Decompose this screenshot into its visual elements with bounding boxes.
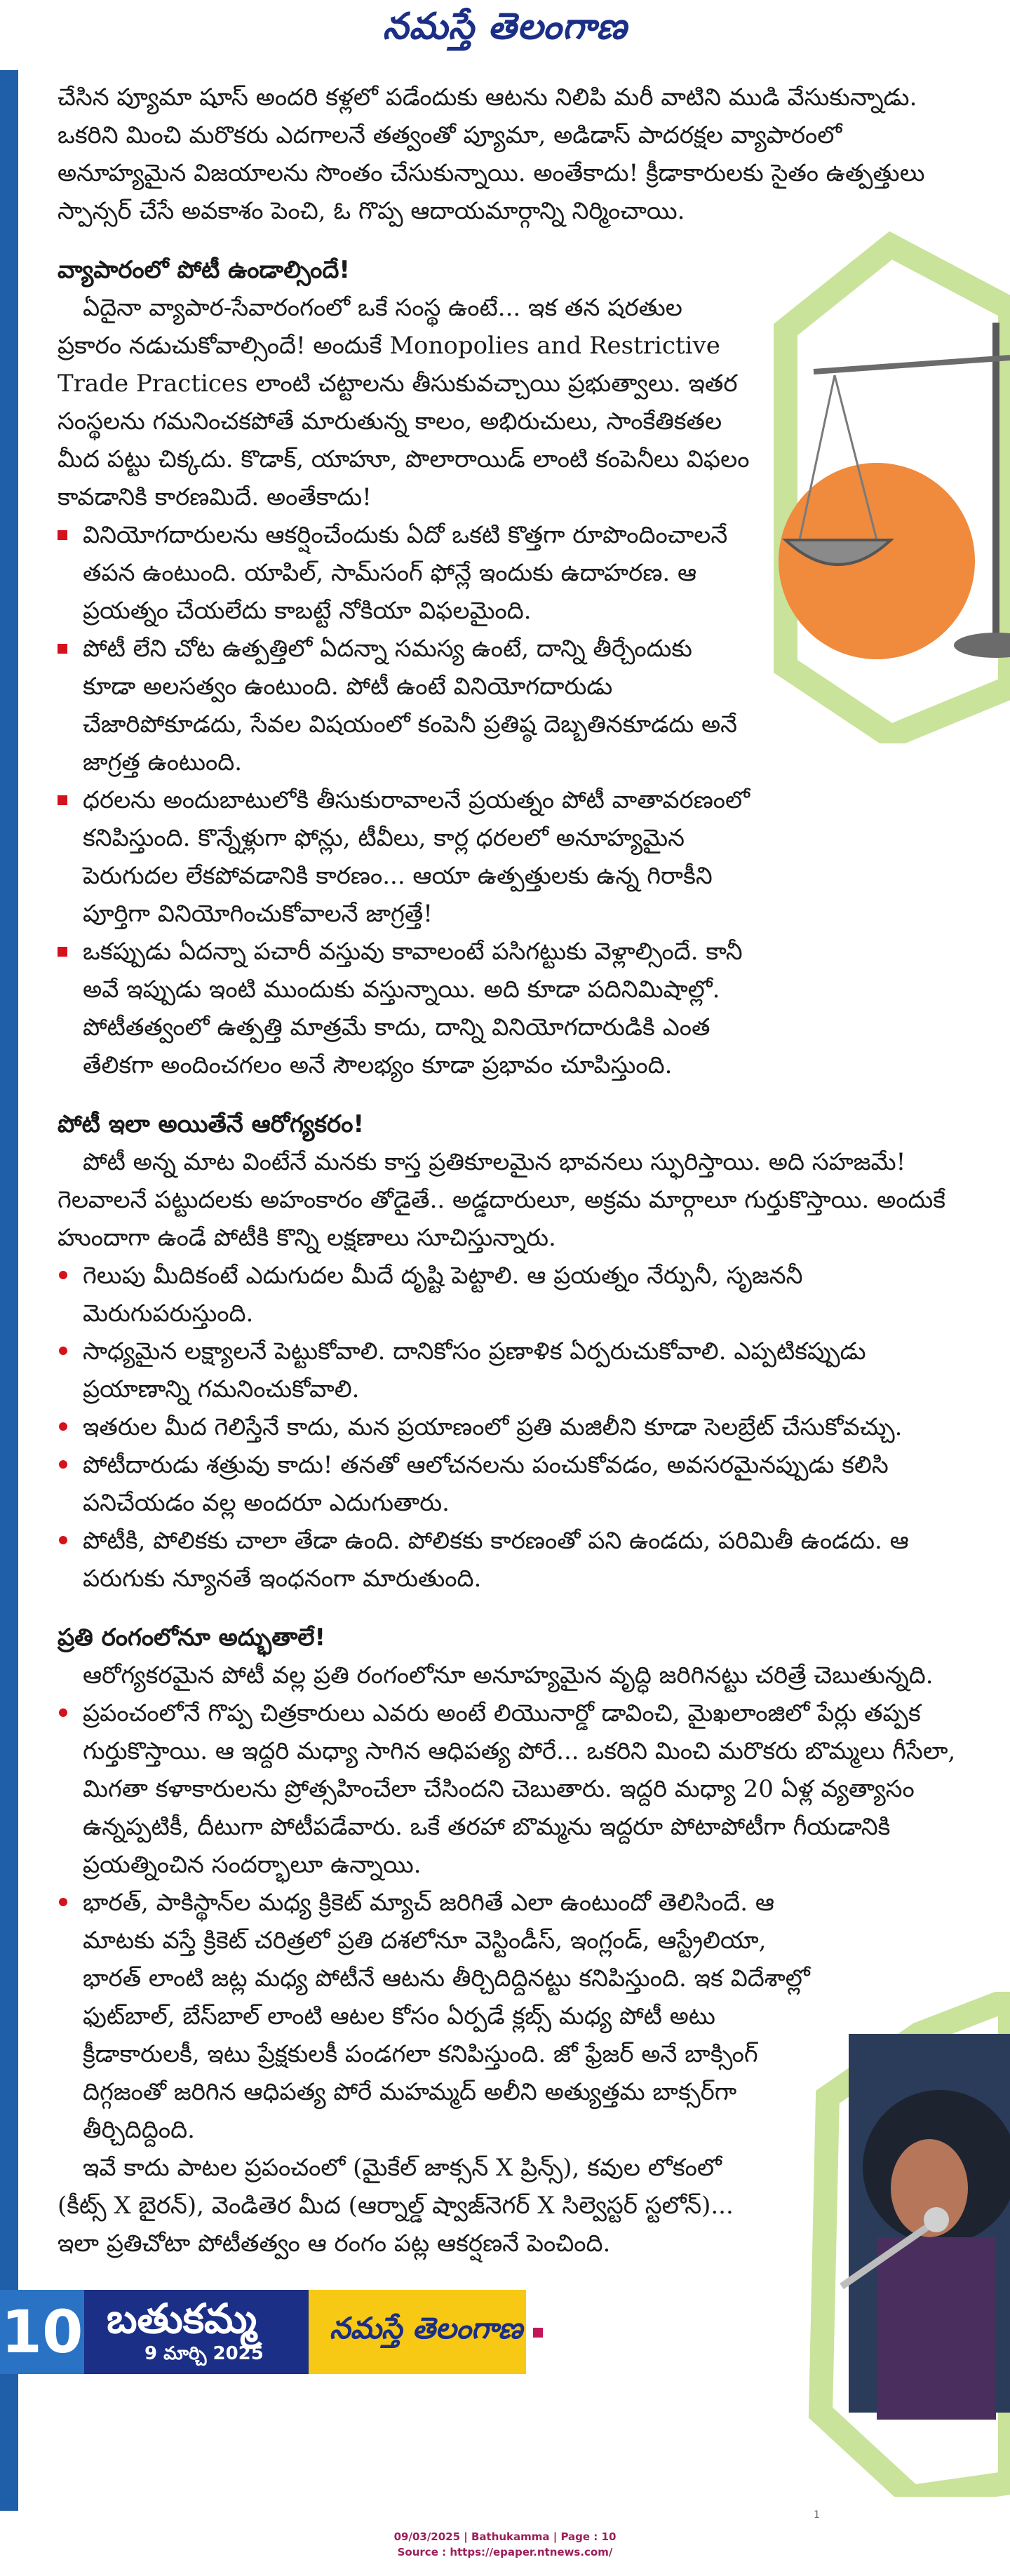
list-item: వినియోగదారులను ఆకర్షించేందుకు ఏదో ఒకటి కొత్తగా రూపొందించాలనే తపన ఉంటుంది. యాపిల్, సామ్‌సంగ్ ఫోన్లే ఇందుకు ఉదాహరణ. ఆ ప్రయత్నం చేయలేదు కాబట్టే నోకియా విఫలమైంది. — [58, 516, 752, 630]
section-paragraph: ఆరోగ్యకరమైన పోటీ వల్ల ప్రతి రంగంలోనూ అనూహ్యమైన వృద్ధి జరిగినట్టు చరిత్రే చెబుతున్నది. — [83, 1661, 934, 1690]
list-item: పోటీ లేని చోట ఉత్పత్తిలో ఏదన్నా సమస్య ఉంటే, దాన్ని తీర్చేందుకు కూడా అలసత్వం ఉంటుంది. పోటీ ఉంటే వినియోగదారుడు చేజారిపోకూడదు, సేవల విషయంలో కంపెనీ ప్రతిష్ఠ దెబ్బతినకూడదు అనే జాగ్రత్త ఉంటుంది. — [58, 630, 752, 781]
bullet-list — [58, 516, 752, 1084]
list-item: భారత్, పాకిస్థాన్‌ల మధ్య క్రికెట్ మ్యాచ్ జరిగితే ఎలా ఉంటుందో తెలిసిందే. ఆ మాటకు వస్తే క్రికెట్ చరిత్రలో ప్రతి దశలోనూ వెస్టిండీస్, ఇంగ్లండ్, ఆస్ట్రేలియా, భారత్ లాంటి జట్ల మధ్య పోటీనే ఆటను తీర్చిదిద్దినట్టు కనిపిస్తుంది. ఇక విదేశాల్లో ఫుట్‌బాల్, బేస్‌బాల్ లాంటి ఆటల కోసం ఏర్పడే క్లబ్స్ మధ్య పోటీ అటు క్రీడాకారులకీ, ఇటు ప్రేక్షకులకీ పండగలా కనిపిస్తుంది. జో ఫ్రేజర్ అనే బాక్సింగ్ దిగ్గజంతో జరిగిన ఆధిపత్య పోరే మహమ్మద్ అలీని అత్యుత్తమ బాక్సర్‌గా తీర్చిదిద్దింది. — [58, 1884, 812, 2149]
section-heading: వ్యాపారంలో పోటీ ఉండాల్సిందే! — [58, 256, 350, 284]
page-corner-mark: 1 — [814, 2509, 820, 2521]
magazine-title-box — [84, 2290, 309, 2374]
page-number: 10 — [0, 2290, 84, 2374]
list-item: ఒకప్పుడు ఏదన్నా పచారీ వస్తువు కావాలంటే పసిగట్టుకు వెళ్లాల్సిందే. కానీ అవే ఇప్పుడు ఇంటి ముందుకు వస్తున్నాయి. అది కూడా పదినిమిషాల్లో. పోటీతత్వంలో ఉత్పత్తి మాత్రమే కాదు, దాన్ని వినియోగదారుడికి ఎంత తేలికగా అందించగలం అనే సౌలభ్యం కూడా ప్రభావం చూపిస్తుంది. — [58, 933, 752, 1084]
section-heading: పోటీ ఇలా అయితేనే ఆరోగ్యకరం! — [58, 1110, 364, 1138]
section-paragraph: పోటీ అన్న మాట వింటేనే మనకు కాస్త ప్రతికూలమైన భావనలు స్ఫురిస్తాయి. అది సహజమే! గెలవాలనే పట్టుదలకు అహంకారం తోడైతే.. అడ్డదారులూ, అక్రమ మార్గాలూ గుర్తుకొస్తాయి. అందుకే హుందాగా ఉండే పోటీకి కొన్ని లక్షణాలు సూచిస్తున్నారు. — [58, 1148, 946, 1252]
list-item: పోటీదారుడు శత్రువు కాదు! తనతో ఆలోచనలను పంచుకోవడం, అవసరమైనప్పుడు కలిసి పనిచేయడం వల్ల అందరూ ఎదుగుతారు. — [58, 1446, 976, 1522]
magazine-name: బతుకమ్మ — [107, 2295, 257, 2342]
section-heading: ప్రతి రంగంలోనూ అద్భుతాలే! — [58, 1624, 325, 1652]
decorative-square — [533, 2328, 543, 2338]
footer-source-line: Source : https://epaper.ntnews.com/ — [397, 2546, 613, 2558]
list-item: సాధ్యమైన లక్ష్యాలనే పెట్టుకోవాలి. దానికోసం ప్రణాళిక ఏర్పరుచుకోవాలి. ఎప్పటికప్పుడు ప్రయాణాన్ని గమనించుకోవాలి. — [58, 1333, 976, 1408]
list-item: ధరలను అందుబాటులోకి తీసుకురావాలనే ప్రయత్నం పోటీ వాతావరణంలో కనిపిస్తుంది. కొన్నేళ్లుగా ఫోన్లు, టీవీలు, కార్ల ధరలలో అనూహ్యమైన పెరుగుదల లేకపోవడానికి కారణం... ఆయా ఉత్పత్తులకు ఉన్న గిరాకీని పూర్తిగా వినియోగించుకోవాలనే జాగ్రత్తే! — [58, 781, 752, 933]
list-item: పోటీకి, పోలికకు చాలా తేడా ఉంది. పోలికకు కారణంతో పని ఉండదు, పరిమితీ ఉండదు. ఆ పరుగుకు న్యూనతే ఇంధనంగా మారుతుంది. — [58, 1522, 976, 1598]
article-body — [58, 79, 976, 2263]
footer-date-line: 09/03/2025 | Bathukamma | Page : 10 — [393, 2530, 617, 2543]
brand-box — [309, 2290, 526, 2374]
intro-paragraph: చేసిన ప్యూమా షూస్ అందరి కళ్లలో పడేందుకు ఆటను నిలిపి మరీ వాటిని ముడి వేసుకున్నాడు. ఒకరిని మించి మరొకరు ఎదగాలనే తత్వంతో ప్యూమా, అడిడాస్ పాదరక్షల వ్యాపారంలో అనూహ్యమైన విజయాలను సొంతం చేసుకున్నాయి. అంతేకాదు! క్రీడాకారులకు సైతం ఉత్పత్తులు స్పాన్సర్ చేసే అవకాశం పెంచి, ఓ గొప్ప ఆదాయమార్గాన్ని నిర్మించాయి. — [58, 83, 925, 225]
left-color-strip — [0, 70, 18, 2511]
bullet-list — [58, 1694, 976, 2149]
masthead — [0, 0, 1010, 70]
list-item: ఇతరుల మీద గెలిస్తేనే కాదు, మన ప్రయాణంలో ప్రతి మజిలీని కూడా సెలబ్రేట్ చేసుకోవచ్చు. — [58, 1408, 976, 1446]
brand-logo: నమస్తే తెలంగాణ — [330, 2311, 523, 2345]
bullet-list — [58, 1257, 976, 1598]
masthead-logo: నమస్తే తెలంగాణ — [382, 6, 628, 48]
page-footer — [0, 2529, 1010, 2560]
list-item: ప్రపంచంలోనే గొప్ప చిత్రకారులు ఎవరు అంటే లియొనార్డో డావించి, మైఖలాంజిలో పేర్లు తప్పక గుర్తుకొస్తాయి. ఆ ఇద్దరి మధ్యా సాగిన ఆధిపత్య పోరే... ఒకరిని మించి మరొకరు బొమ్మలు గీసేలా, మిగతా కళాకారులను ప్రోత్సహించేలా చేసిందని చెబుతారు. ఇద్దరి మధ్యా 20 ఏళ్ల వ్యత్యాసం ఉన్నప్పటికీ, దీటుగా పోటీపడేవారు. ఒకే తరహా బొమ్మను ఇద్దరూ పోటాపోటీగా గీయడానికి ప్రయత్నించిన సందర్భాలూ ఉన్నాయి. — [58, 1694, 976, 1884]
issue-date: 9 మార్చి 2025 — [144, 2343, 264, 2364]
magazine-footer-band — [0, 2290, 540, 2374]
list-item: గెలుపు మీదికంటే ఎదుగుదల మీదే దృష్టి పెట్టాలి. ఆ ప్రయత్నం నేర్పునీ, సృజననీ మెరుగుపరుస్తుంది. — [58, 1257, 976, 1333]
closing-paragraph: ఇవే కాదు పాటల ప్రపంచంలో (మైకేల్ జాక్సన్ X ప్రిన్స్), కవుల లోకంలో (కీట్స్ X బైరన్), వెండితెర మీద (ఆర్నాల్డ్ ష్వాజ్‌నెగర్ X సిల్వెస్టర్ స్టలోన్)... ఇలా ప్రతిచోటా పోటీతత్వం ఆ రంగం పట్ల ఆకర్షణనే పెంచింది. — [58, 2154, 734, 2258]
section-paragraph: ఏదైనా వ్యాపార-సేవారంగంలో ఒకే సంస్థ ఉంటే... ఇక తన షరతుల ప్రకారం నడుచుకోవాల్సిందే! అందుకే Monopolies and Restrictive Trade Practices లాంటి చట్టాలను తీసుకువచ్చాయి ప్రభుత్వాలు. ఇతర సంస్థలను గమనించకపోతే మారుతున్న కాలం, అభిరుచులు, సాంకేతికతల మీద పట్టు చిక్కదు. కొడాక్, యాహూ, పొలారాయిడ్ లాంటి కంపెనీలు విఫలం కావడానికి కారణమిదే. అంతేకాదు! — [58, 294, 750, 511]
